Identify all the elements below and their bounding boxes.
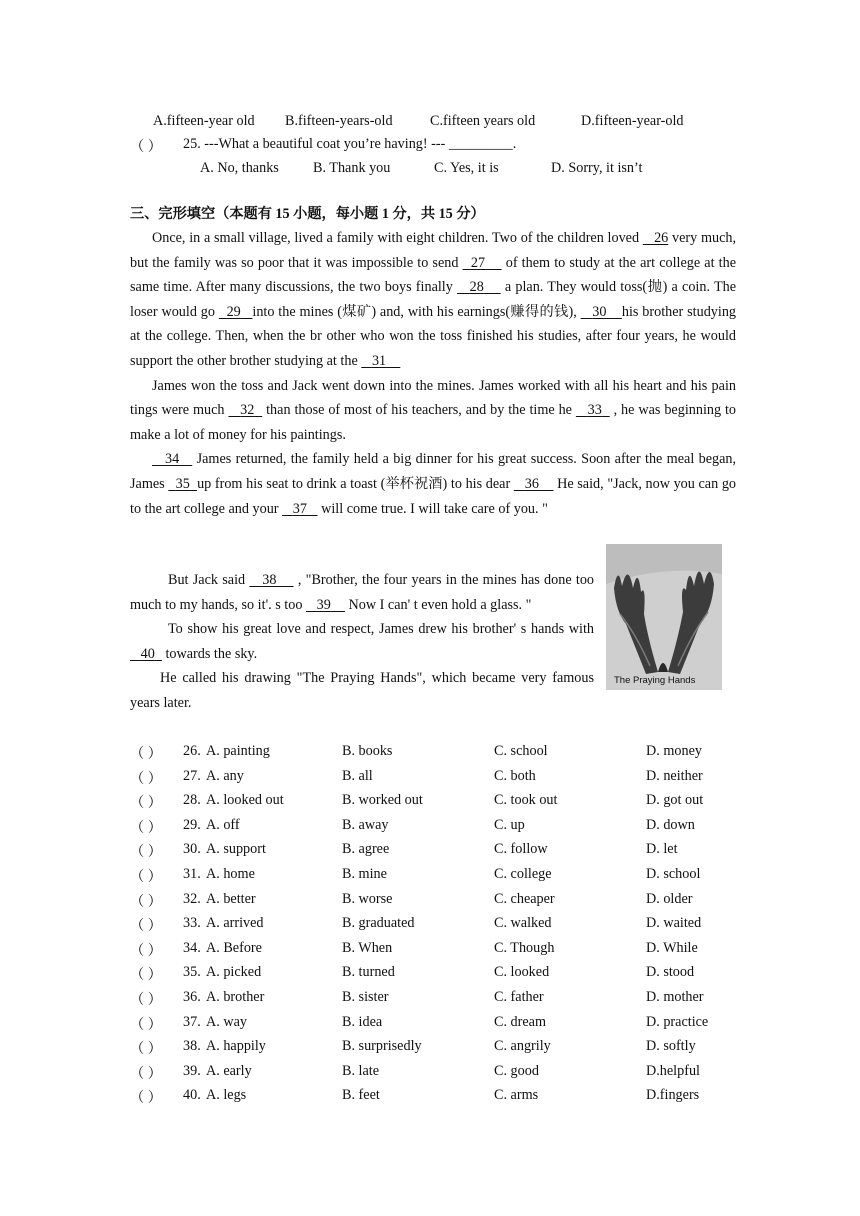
option-a: A. picked <box>206 964 262 981</box>
option-c: C. school <box>494 743 548 759</box>
blank-33: 33 <box>587 402 602 419</box>
option-d: D. got out <box>646 792 704 809</box>
option-a: A. home <box>206 866 255 882</box>
option-d: D. school <box>646 866 701 882</box>
option-c: C. father <box>494 989 544 1005</box>
option-d: D. waited <box>646 915 702 932</box>
q25-stem: 25. ---What a beautiful coat you’re having! --- _________. <box>183 136 517 152</box>
answer-paren: （ ） <box>130 1016 162 1033</box>
option-b: B. When <box>342 939 393 956</box>
option-c: C. college <box>494 866 552 882</box>
option-d: D.fingers <box>646 1087 700 1104</box>
answer-paren: （ ） <box>130 893 162 910</box>
figure-caption: The Praying Hands <box>614 675 696 686</box>
question-number: 30. <box>183 841 201 858</box>
answer-paren: （ ） <box>130 967 162 984</box>
option-d: D. let <box>646 841 678 858</box>
passage-paragraph-1: Once, in a small village, lived a family with eight children. Two of the children loved 26 very much, but the family was so poor that it was impossible to send 27 of them to study at the art college at the same time. After many discussions, the two boys finally 28 a plan. They would toss(抛) a coin. The loser would go 29 into the mines (煤矿) and, with his earnings(赚得的钱), 30 his brother studying at the college. Then, when the br other who won the toss finished his studies, after four years, he would support the other brother studying at the 31 <box>130 230 737 369</box>
blank-37: 37 <box>292 500 307 517</box>
option-a: A. early <box>206 1062 252 1079</box>
option-c: C. follow <box>494 841 548 858</box>
option-b: B. all <box>342 767 373 784</box>
option-d: D. stood <box>646 964 695 981</box>
q24-option-b: B.fifteen-years-old <box>285 113 393 129</box>
q25-option-a: A. No, thanks <box>200 160 279 176</box>
option-c: C. good <box>494 1062 539 1079</box>
blank-32: 32 <box>240 402 255 419</box>
option-a: A. any <box>206 767 244 784</box>
passage-paragraph-5: To show his great love and respect, James drew his brother' s hands with 40 towards the sky. <box>130 617 594 666</box>
question-number: 35. <box>183 964 201 981</box>
option-c: C. up <box>494 816 525 833</box>
blank-27: 27 <box>470 254 486 271</box>
option-d: D. practice <box>646 1013 709 1030</box>
option-a: A. off <box>206 816 240 833</box>
option-c: C. angrily <box>494 1038 551 1055</box>
option-b: B. feet <box>342 1087 380 1104</box>
question-number: 29. <box>183 816 201 833</box>
blank-29: 29 <box>226 303 241 320</box>
option-a: A. brother <box>206 989 265 1005</box>
option-c: C. cheaper <box>494 890 555 907</box>
option-c: C. looked <box>494 964 550 981</box>
option-b: B. worse <box>342 890 393 907</box>
question-number: 26. <box>183 743 201 759</box>
answer-paren: （ ） <box>130 819 162 836</box>
option-d: D. softly <box>646 1038 696 1055</box>
blank-30: 30 <box>592 303 607 320</box>
option-a: A. happily <box>206 1038 266 1055</box>
question-number: 27. <box>183 767 201 784</box>
option-b: B. books <box>342 743 393 759</box>
option-a: A. support <box>206 841 266 858</box>
answer-paren: （ ） <box>130 770 162 787</box>
question-number: 40. <box>183 1087 201 1104</box>
answer-paren: （ ） <box>130 1041 162 1058</box>
answer-paren: （ ） <box>130 992 162 1008</box>
option-c: C. took out <box>494 792 558 809</box>
q25-option-c: C. Yes, it is <box>434 160 499 176</box>
option-d: D.helpful <box>646 1062 700 1079</box>
section-title: 三、完形填空（本题有 15 小题，每小题 1 分，共 15 分） <box>130 206 485 222</box>
blank-28: 28 <box>469 279 484 296</box>
option-b: B. worked out <box>342 792 423 809</box>
option-a: A. legs <box>206 1087 247 1104</box>
option-a: A. looked out <box>206 792 284 809</box>
question-number: 37. <box>183 1013 201 1030</box>
passage-top <box>130 226 736 521</box>
blank-35: 35 <box>175 475 190 492</box>
option-d: D. older <box>646 890 693 907</box>
option-a: A. way <box>206 1013 247 1030</box>
praying-hands-figure <box>606 544 722 690</box>
answer-paren: （ ） <box>130 795 162 812</box>
question-number: 38. <box>183 1038 201 1055</box>
option-c: C. walked <box>494 915 552 932</box>
q25-option-d: D. Sorry, it isn’t <box>551 160 643 176</box>
passage-paragraph-4: But Jack said 38 , "Brother, the four years in the mines has done too much to my hands, so it'. s too 39 Now I can' t even hold a glass. " <box>130 572 595 613</box>
q24-option-c: C.fifteen years old <box>430 113 536 129</box>
q24-option-a: A.fifteen-year old <box>153 113 255 129</box>
question-number: 36. <box>183 989 201 1005</box>
question-number: 32. <box>183 890 201 907</box>
option-c: C. dream <box>494 1013 547 1030</box>
passage-paragraph-6: He called his drawing "The Praying Hands", which became very famous years later. <box>130 670 594 711</box>
option-a: A. arrived <box>206 915 264 932</box>
option-b: B. away <box>342 816 389 833</box>
option-b: B. turned <box>342 964 395 981</box>
option-b: B. graduated <box>342 915 415 932</box>
blank-39: 39 <box>316 596 331 613</box>
praying-hands-icon <box>606 544 722 690</box>
blank-38: 38 <box>262 572 277 588</box>
option-b: B. mine <box>342 866 387 882</box>
blank-40: 40 <box>140 645 155 662</box>
question-number: 39. <box>183 1062 201 1079</box>
question-number: 28. <box>183 792 201 809</box>
option-d: D. neither <box>646 767 703 784</box>
answer-paren: （ ） <box>130 746 162 762</box>
passage-paragraph-3: 34 James returned, the family held a big dinner for his great success. Soon after the meal began, James 35 up from his seat to drink a toast (举杯祝酒) to his dear 36 He said, "Jack, now you can go to the art college and your 37 will come true. I will take care of you. " <box>130 451 737 517</box>
option-c: C. arms <box>494 1087 539 1104</box>
blank-34: 34 <box>165 451 180 468</box>
blank-26: 26 <box>654 230 669 246</box>
q25-option-b: B. Thank you <box>313 160 391 176</box>
option-b: B. idea <box>342 1013 383 1030</box>
blank-36: 36 <box>524 475 539 492</box>
option-b: B. late <box>342 1062 380 1079</box>
answer-paren: （ ） <box>130 1065 162 1082</box>
option-b: B. sister <box>342 989 389 1005</box>
passage-paragraph-2: James won the toss and Jack went down into the mines. James worked with all his heart and his pain tings were much 32 than those of most of his teachers, and by the time he 33 , he was beginning to make a lot of money for his paintings. <box>130 377 737 443</box>
answer-paren: （ ） <box>130 869 162 885</box>
q25-answer-paren: （ ） <box>130 139 162 155</box>
answer-paren: （ ） <box>130 942 162 959</box>
option-d: D. While <box>646 939 698 956</box>
question-number: 34. <box>183 939 201 956</box>
question-number: 33. <box>183 915 201 932</box>
q24-option-d: D.fifteen-year-old <box>581 113 684 129</box>
answer-paren: （ ） <box>130 844 162 861</box>
option-d: D. down <box>646 816 695 833</box>
option-c: C. both <box>494 767 536 784</box>
question-number: 31. <box>183 866 201 882</box>
answer-paren: （ ） <box>130 918 162 935</box>
option-a: A. Before <box>206 939 262 956</box>
option-b: B. agree <box>342 841 390 858</box>
passage-wrapped <box>130 568 594 716</box>
answer-paren: （ ） <box>130 1090 162 1107</box>
option-d: D. mother <box>646 989 704 1005</box>
option-c: C. Though <box>494 939 555 956</box>
option-a: A. painting <box>206 743 270 759</box>
option-b: B. surprisedly <box>342 1038 422 1055</box>
blank-31: 31 <box>371 352 387 369</box>
option-d: D. money <box>646 743 702 759</box>
option-a: A. better <box>206 890 256 907</box>
